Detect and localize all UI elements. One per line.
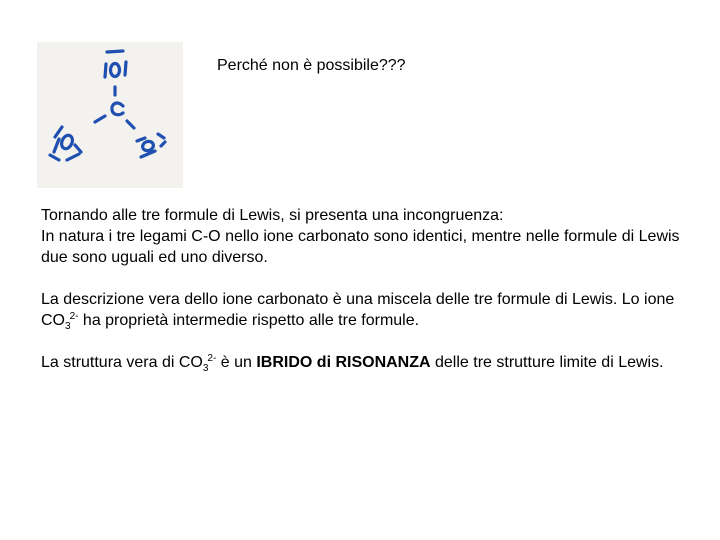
paragraph-description — [41, 289, 681, 331]
incongruence-intro: Tornando alle tre formule di Lewis, si presenta una incongruenza: — [41, 207, 504, 224]
resonance-text-end: delle tre strutture limite di Lewis. — [430, 354, 664, 371]
spacer — [41, 268, 681, 289]
description-text: La descrizione vera dello ione carbonato è una miscela delle tre formule di Lewis. Lo ione CO — [41, 291, 675, 329]
resonance-text: La struttura vera di CO — [41, 354, 203, 371]
subscript-3: 3 — [65, 321, 71, 332]
paragraph-resonance — [41, 352, 681, 373]
carbonate-lewis-drawing — [37, 42, 183, 188]
resonance-hybrid-term: IBRIDO di RISONANZA — [256, 354, 431, 371]
description-text-end: ha proprietà intermedie rispetto alle tre formule. — [78, 312, 420, 329]
subscript-3: 3 — [202, 363, 209, 374]
superscript-charge: 2- — [207, 353, 217, 364]
incongruence-detail: In natura i tre legami C-O nello ione carbonato sono identici, mentre nelle formule di Lewis due sono uguali ed uno diverso. — [41, 228, 680, 266]
slide-question: Perché non è possibile??? — [217, 57, 406, 74]
lewis-structure-image — [37, 42, 183, 188]
superscript-charge: 2- — [69, 311, 79, 322]
spacer — [41, 331, 681, 352]
paragraph-incongruence — [41, 205, 681, 268]
slide-body — [41, 205, 681, 373]
resonance-text-mid: è un — [216, 354, 257, 371]
